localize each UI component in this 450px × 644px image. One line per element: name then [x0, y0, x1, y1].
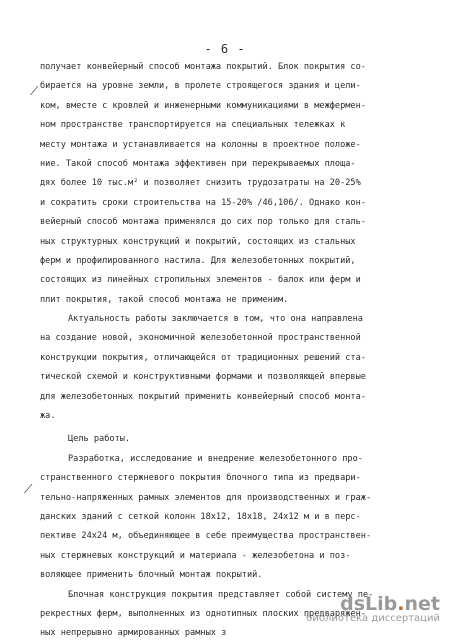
text-line: тической схемой и конструктивными формами и позволяющей впервые: [40, 372, 366, 383]
text-line: данских зданий с сеткой колонн 18х12, 18х18, 24х12 м и в перс-: [40, 511, 361, 522]
text-line: состоящих из линейных стропильных элементов - балок или ферм и: [40, 275, 361, 286]
text-line: дях более 10 тыс.м² и позволяет снизить трудозатраты на 20-25%: [40, 178, 361, 189]
text-line: получает конвейерный способ монтажа покрытий. Блок покрытия со-: [40, 62, 366, 72]
text-line: рекрестных ферм, выполненных из однотипных плоских предваряжен-: [40, 608, 366, 619]
relevance-paragraph-start: Актуальность работы заключается в том, что она направлена: [68, 314, 363, 325]
text-line: странственного стержневого покрытия блочного типа из предвари-: [40, 473, 361, 484]
text-line: вейерный способ монтажа применялся до сих пор только для сталь-: [40, 217, 366, 228]
page-number: - 6 -: [204, 42, 246, 56]
text-line: для железобетонных покрытий применить конвейерный способ монта-: [40, 391, 366, 402]
text-line: на создание новой, экономичной железобетонной пространственной: [40, 333, 361, 344]
text-line: ферм и профилированного настила. Для железобетонных покрытий,: [40, 255, 356, 266]
text-line: плит покрытия, такой способ монтажа не применим.: [40, 294, 289, 305]
text-line: ных структурных конструкций и покрытий, состоящих из стальных: [40, 236, 356, 247]
goal-paragraph-start: Разработка, исследование и внедрение железобетонного про-: [68, 453, 363, 464]
text-line: ком, вместе с кровлей и инженерными коммуникациями в межфермен-: [40, 100, 366, 111]
text-line: воляющее применить блочный монтаж покрытий.: [40, 570, 263, 581]
margin-mark-bottom: ⟋: [24, 482, 33, 496]
text-line: месту монтажа и устанавливается на колонны в проектное положе-: [40, 139, 361, 150]
text-line: жа.: [40, 411, 56, 422]
text-line: бирается на уровне земли, в пролете строящегося здания и цели-: [40, 81, 361, 92]
dslib-logo: dsLib.net: [340, 593, 440, 615]
final-paragraph-start: Блочная конструкция покрытия представляет собой систему пе-: [68, 589, 374, 600]
text-line: тельно-напряженных рамных элементов для производственных и граж-: [40, 492, 372, 503]
section-heading-goal: Цель работы.: [68, 434, 131, 445]
margin-mark-top: ⟋: [30, 84, 39, 98]
text-line: и сократить сроки строительства на 15-20% /46,106/. Однако кон-: [40, 197, 366, 208]
text-line: ных стержневых конструкций и материала - железобетона и поз-: [40, 550, 351, 561]
document-body: [40, 58, 420, 644]
text-line: ние. Такой способ монтажа эффективен при перекрываемых площа-: [40, 158, 356, 169]
dslib-watermark: [306, 593, 440, 624]
text-line: пективе 24х24 м, объединяющее в себе преимущества пространствен-: [40, 531, 372, 542]
text-line: ном пространстве транспортируется на специальных тележках к: [40, 120, 346, 131]
watermark-caption: библиотека диссертаций: [306, 613, 440, 624]
text-line: ных непрерывно армированных рамных з: [40, 628, 227, 639]
text-line: конструкции покрытия, отличающейся от традиционных решений ста-: [40, 352, 366, 363]
